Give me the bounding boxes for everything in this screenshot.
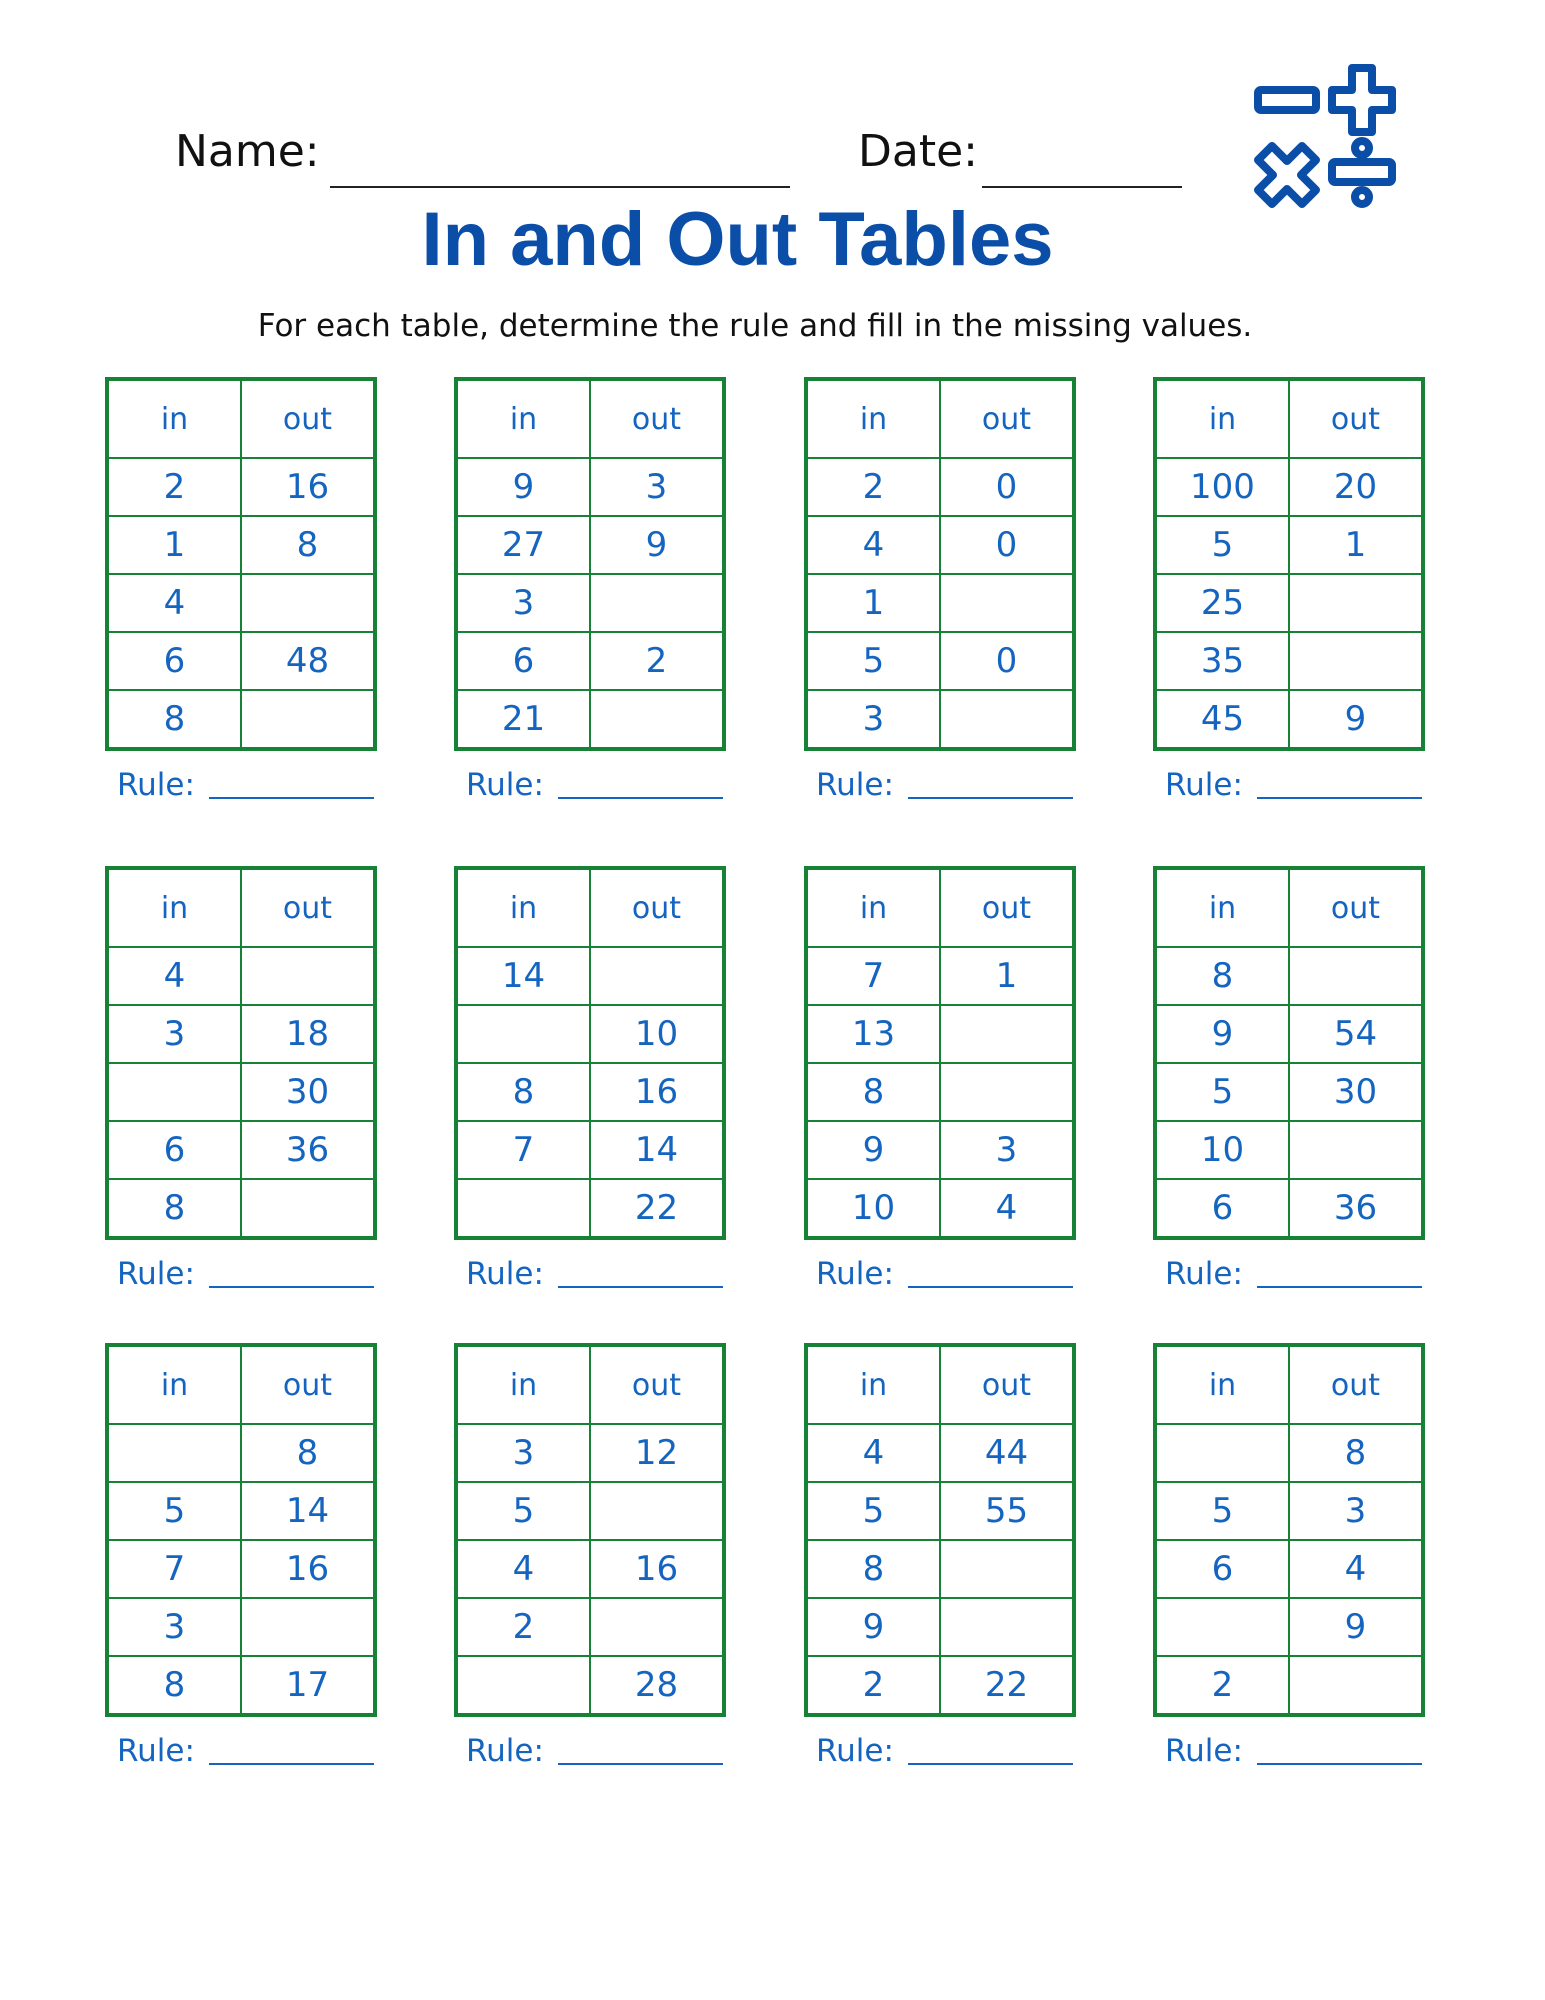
in-cell: 10 [808, 1179, 940, 1236]
header-out: out [241, 381, 373, 458]
header-out: out [590, 1347, 722, 1424]
table-row [109, 1482, 373, 1540]
rule-label: Rule: [1165, 1733, 1243, 1769]
table-row [458, 1424, 722, 1482]
rule-input-line[interactable] [558, 1286, 723, 1288]
table-row [458, 1005, 722, 1063]
in-cell[interactable] [109, 1063, 241, 1121]
rule-label: Rule: [117, 767, 195, 803]
table-row [808, 1121, 1072, 1179]
table-row [109, 947, 373, 1005]
in-cell: 100 [1157, 458, 1289, 516]
in-cell: 25 [1157, 574, 1289, 632]
table-row [458, 1598, 722, 1656]
in-cell: 8 [808, 1063, 940, 1121]
rule-label: Rule: [466, 767, 544, 803]
in-cell: 6 [109, 632, 241, 690]
in-cell: 6 [109, 1121, 241, 1179]
header-out: out [940, 1347, 1072, 1424]
table-row [109, 516, 373, 574]
header-out: out [590, 381, 722, 458]
rule-input-line[interactable] [558, 797, 723, 799]
table-row [1157, 1540, 1421, 1598]
out-cell[interactable] [940, 574, 1072, 632]
out-cell: 9 [1289, 1598, 1421, 1656]
rule-input-line[interactable] [908, 797, 1073, 799]
in-out-table [454, 1343, 726, 1717]
in-out-table [454, 377, 726, 751]
rule-input-line[interactable] [209, 1286, 374, 1288]
header-in: in [1157, 870, 1289, 947]
out-cell: 12 [590, 1424, 722, 1482]
rule-field [466, 1256, 723, 1292]
table-row [1157, 632, 1421, 690]
in-out-table [1153, 377, 1425, 751]
out-cell: 1 [940, 947, 1072, 1005]
out-cell[interactable] [940, 1540, 1072, 1598]
table-row [458, 690, 722, 747]
header-out: out [241, 870, 373, 947]
in-out-table [804, 866, 1076, 1240]
table-row [1157, 1598, 1421, 1656]
table-row [458, 1063, 722, 1121]
table-row [808, 1424, 1072, 1482]
out-cell[interactable] [1289, 1656, 1421, 1713]
table-row [808, 516, 1072, 574]
in-cell: 21 [458, 690, 590, 747]
out-cell: 54 [1289, 1005, 1421, 1063]
table-row [458, 1656, 722, 1713]
out-cell: 4 [1289, 1540, 1421, 1598]
table-row [1157, 1179, 1421, 1236]
rule-field [1165, 1733, 1422, 1769]
out-cell: 16 [241, 458, 373, 516]
out-cell: 36 [241, 1121, 373, 1179]
out-cell[interactable] [590, 574, 722, 632]
table-row [109, 1656, 373, 1713]
minus-icon [1258, 90, 1316, 110]
out-cell: 4 [940, 1179, 1072, 1236]
in-cell[interactable] [458, 1656, 590, 1713]
table-row [808, 574, 1072, 632]
rule-field [816, 1733, 1073, 1769]
out-cell: 8 [1289, 1424, 1421, 1482]
header-in: in [458, 381, 590, 458]
rule-input-line[interactable] [209, 797, 374, 799]
in-out-table [1153, 866, 1425, 1240]
table-row [808, 1482, 1072, 1540]
header-in: in [808, 1347, 940, 1424]
out-cell: 16 [241, 1540, 373, 1598]
table-row [808, 1063, 1072, 1121]
rule-label: Rule: [117, 1256, 195, 1292]
rule-field [1165, 767, 1422, 803]
table-row [1157, 458, 1421, 516]
table-row [109, 574, 373, 632]
header-out: out [940, 870, 1072, 947]
rule-field [1165, 1256, 1422, 1292]
out-cell[interactable] [1289, 574, 1421, 632]
in-cell: 8 [109, 1179, 241, 1236]
table-row [1157, 1656, 1421, 1713]
out-cell: 0 [940, 458, 1072, 516]
date-label: Date: [858, 126, 978, 177]
in-cell: 5 [1157, 516, 1289, 574]
table-row [1157, 516, 1421, 574]
header-out: out [1289, 870, 1421, 947]
out-cell[interactable] [940, 690, 1072, 747]
out-cell: 48 [241, 632, 373, 690]
in-cell: 3 [109, 1598, 241, 1656]
out-cell[interactable] [940, 1005, 1072, 1063]
name-field-line[interactable] [330, 186, 790, 188]
out-cell[interactable] [241, 1179, 373, 1236]
out-cell: 28 [590, 1656, 722, 1713]
table-row [808, 1179, 1072, 1236]
out-cell: 16 [590, 1063, 722, 1121]
rule-field [466, 767, 723, 803]
in-cell: 5 [1157, 1482, 1289, 1540]
name-label: Name: [175, 126, 320, 177]
in-cell: 9 [458, 458, 590, 516]
in-cell: 45 [1157, 690, 1289, 747]
table-row [1157, 947, 1421, 1005]
page-title: In and Out Tables [421, 197, 1054, 282]
in-cell[interactable] [458, 1005, 590, 1063]
rule-input-line[interactable] [209, 1763, 374, 1765]
out-cell[interactable] [590, 1598, 722, 1656]
divide-icon [1332, 141, 1392, 204]
header-in: in [109, 870, 241, 947]
out-cell: 3 [940, 1121, 1072, 1179]
out-cell: 18 [241, 1005, 373, 1063]
plus-icon [1332, 68, 1392, 132]
out-cell: 22 [590, 1179, 722, 1236]
out-cell: 44 [940, 1424, 1072, 1482]
rule-input-line[interactable] [1257, 1763, 1422, 1765]
in-cell: 3 [458, 574, 590, 632]
in-cell: 13 [808, 1005, 940, 1063]
table-row [808, 632, 1072, 690]
in-cell: 6 [1157, 1540, 1289, 1598]
table-row [109, 1540, 373, 1598]
in-cell: 3 [109, 1005, 241, 1063]
instructions: For each table, determine the rule and fill in the missing values. [257, 308, 1253, 344]
out-cell[interactable] [241, 1598, 373, 1656]
in-cell: 4 [808, 1424, 940, 1482]
in-cell: 8 [1157, 947, 1289, 1005]
table-row [109, 632, 373, 690]
header-out: out [590, 870, 722, 947]
table-row [458, 1482, 722, 1540]
out-cell[interactable] [1289, 632, 1421, 690]
in-cell: 5 [1157, 1063, 1289, 1121]
table-row [808, 947, 1072, 1005]
header-out: out [241, 1347, 373, 1424]
in-cell[interactable] [458, 1179, 590, 1236]
in-cell: 9 [1157, 1005, 1289, 1063]
rule-field [117, 1256, 374, 1292]
header-in: in [458, 870, 590, 947]
table-row [458, 1121, 722, 1179]
in-cell: 5 [808, 632, 940, 690]
in-out-table [1153, 1343, 1425, 1717]
header-in: in [808, 870, 940, 947]
table-row [1157, 1482, 1421, 1540]
in-cell: 2 [1157, 1656, 1289, 1713]
in-cell: 8 [808, 1540, 940, 1598]
table-row [109, 1005, 373, 1063]
out-cell: 10 [590, 1005, 722, 1063]
table-row [109, 1121, 373, 1179]
in-cell: 2 [808, 1656, 940, 1713]
header-in: in [458, 1347, 590, 1424]
in-cell: 2 [109, 458, 241, 516]
in-cell: 6 [1157, 1179, 1289, 1236]
in-cell: 14 [458, 947, 590, 1005]
in-cell: 6 [458, 632, 590, 690]
rule-input-line[interactable] [908, 1286, 1073, 1288]
in-out-table [105, 377, 377, 751]
table-row [458, 947, 722, 1005]
out-cell: 8 [241, 1424, 373, 1482]
in-cell: 4 [109, 574, 241, 632]
rule-label: Rule: [1165, 1256, 1243, 1292]
table-row [458, 458, 722, 516]
rule-input-line[interactable] [1257, 1286, 1422, 1288]
rule-field [466, 1733, 723, 1769]
rule-label: Rule: [816, 1256, 894, 1292]
in-out-table [454, 866, 726, 1240]
out-cell: 0 [940, 516, 1072, 574]
table-row [458, 574, 722, 632]
table-row [1157, 1121, 1421, 1179]
in-cell[interactable] [1157, 1424, 1289, 1482]
out-cell: 16 [590, 1540, 722, 1598]
out-cell: 14 [241, 1482, 373, 1540]
out-cell[interactable] [590, 690, 722, 747]
out-cell[interactable] [241, 574, 373, 632]
in-cell: 27 [458, 516, 590, 574]
in-cell: 1 [109, 516, 241, 574]
out-cell: 55 [940, 1482, 1072, 1540]
in-cell: 3 [808, 690, 940, 747]
in-cell: 3 [458, 1424, 590, 1482]
table-row [1157, 1063, 1421, 1121]
header-out: out [1289, 1347, 1421, 1424]
rule-input-line[interactable] [1257, 797, 1422, 799]
out-cell: 0 [940, 632, 1072, 690]
in-cell[interactable] [1157, 1598, 1289, 1656]
out-cell: 3 [590, 458, 722, 516]
rule-field [117, 1733, 374, 1769]
rule-label: Rule: [816, 1733, 894, 1769]
in-cell: 4 [109, 947, 241, 1005]
table-row [1157, 1424, 1421, 1482]
out-cell[interactable] [1289, 947, 1421, 1005]
out-cell: 20 [1289, 458, 1421, 516]
in-cell: 7 [109, 1540, 241, 1598]
in-cell: 9 [808, 1598, 940, 1656]
header-out: out [1289, 381, 1421, 458]
table-row [808, 1598, 1072, 1656]
out-cell: 9 [1289, 690, 1421, 747]
rule-field [117, 767, 374, 803]
table-row [109, 1179, 373, 1236]
out-cell: 30 [1289, 1063, 1421, 1121]
table-row [808, 458, 1072, 516]
out-cell[interactable] [590, 947, 722, 1005]
in-out-table [804, 377, 1076, 751]
rule-field [816, 767, 1073, 803]
out-cell[interactable] [590, 1482, 722, 1540]
in-cell: 2 [808, 458, 940, 516]
rule-label: Rule: [1165, 767, 1243, 803]
in-cell: 5 [808, 1482, 940, 1540]
out-cell[interactable] [940, 1063, 1072, 1121]
table-row [109, 1424, 373, 1482]
in-cell: 8 [109, 690, 241, 747]
in-cell: 8 [109, 1656, 241, 1713]
in-cell: 9 [808, 1121, 940, 1179]
out-cell: 14 [590, 1121, 722, 1179]
table-row [808, 1656, 1072, 1713]
header-in: in [1157, 381, 1289, 458]
in-out-table [105, 866, 377, 1240]
rule-input-line[interactable] [908, 1763, 1073, 1765]
out-cell: 36 [1289, 1179, 1421, 1236]
header-in: in [1157, 1347, 1289, 1424]
table-row [808, 1005, 1072, 1063]
in-cell: 8 [458, 1063, 590, 1121]
in-cell: 4 [808, 516, 940, 574]
in-cell: 35 [1157, 632, 1289, 690]
table-row [458, 1179, 722, 1236]
out-cell[interactable] [241, 947, 373, 1005]
table-row [109, 458, 373, 516]
table-row [808, 690, 1072, 747]
table-row [109, 1063, 373, 1121]
header-in: in [808, 381, 940, 458]
table-row [1157, 574, 1421, 632]
rule-label: Rule: [816, 767, 894, 803]
in-cell: 10 [1157, 1121, 1289, 1179]
out-cell: 1 [1289, 516, 1421, 574]
in-cell: 2 [458, 1598, 590, 1656]
header-in: in [109, 1347, 241, 1424]
out-cell: 2 [590, 632, 722, 690]
out-cell[interactable] [1289, 1121, 1421, 1179]
header-out: out [940, 381, 1072, 458]
table-row [458, 1540, 722, 1598]
in-cell: 4 [458, 1540, 590, 1598]
in-cell: 7 [808, 947, 940, 1005]
out-cell: 3 [1289, 1482, 1421, 1540]
math-operations-icon [1250, 62, 1400, 212]
in-cell: 5 [109, 1482, 241, 1540]
in-out-table [105, 1343, 377, 1717]
in-out-table [804, 1343, 1076, 1717]
table-row [109, 1598, 373, 1656]
table-row [109, 690, 373, 747]
table-row [458, 632, 722, 690]
out-cell: 22 [940, 1656, 1072, 1713]
rule-label: Rule: [117, 1733, 195, 1769]
out-cell: 30 [241, 1063, 373, 1121]
out-cell: 8 [241, 516, 373, 574]
header-in: in [109, 381, 241, 458]
date-field-line[interactable] [982, 186, 1182, 188]
table-row [458, 516, 722, 574]
out-cell[interactable] [940, 1598, 1072, 1656]
out-cell: 17 [241, 1656, 373, 1713]
table-row [1157, 690, 1421, 747]
table-row [808, 1540, 1072, 1598]
in-cell: 5 [458, 1482, 590, 1540]
in-cell[interactable] [109, 1424, 241, 1482]
out-cell[interactable] [241, 690, 373, 747]
rule-input-line[interactable] [558, 1763, 723, 1765]
out-cell: 9 [590, 516, 722, 574]
rule-label: Rule: [466, 1256, 544, 1292]
table-row [1157, 1005, 1421, 1063]
rule-field [816, 1256, 1073, 1292]
in-cell: 1 [808, 574, 940, 632]
rule-label: Rule: [466, 1733, 544, 1769]
in-cell: 7 [458, 1121, 590, 1179]
